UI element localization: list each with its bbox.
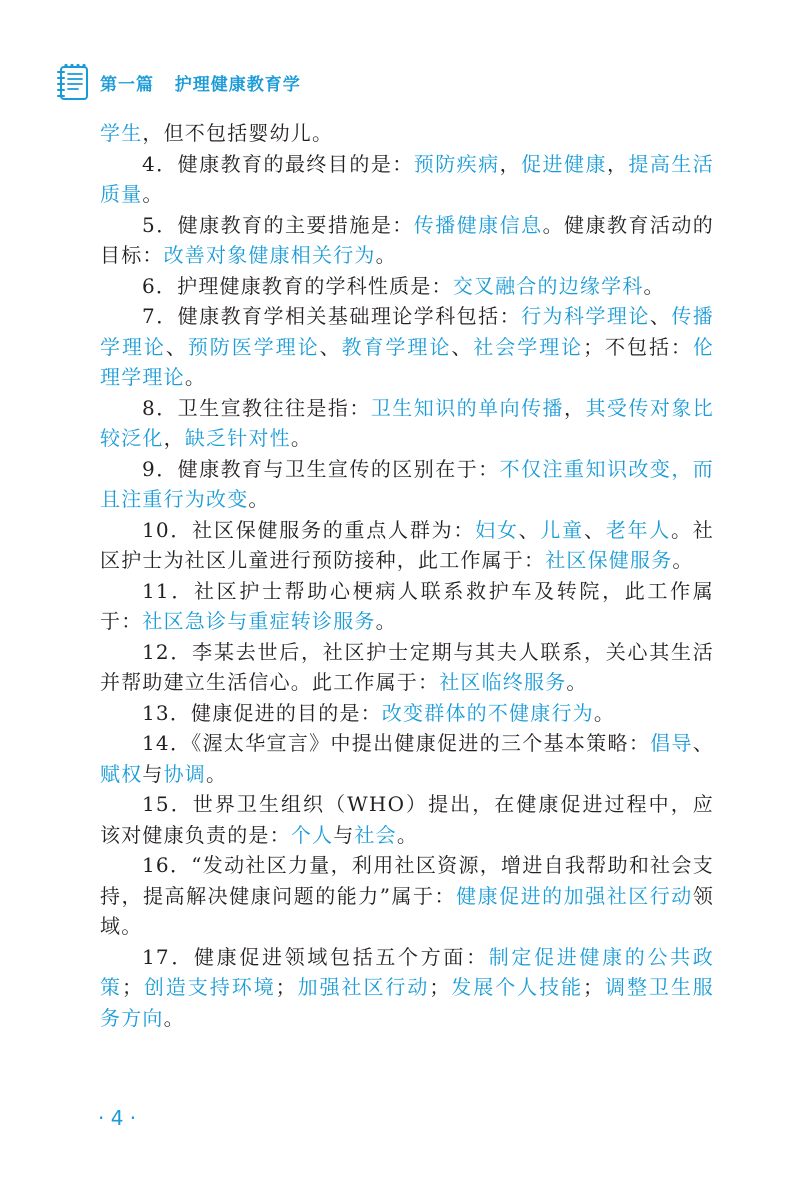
highlighted-answer: 儿童 <box>540 517 584 542</box>
paragraph <box>100 301 714 393</box>
text-segment: 11．社区护士帮助心梗病人联系救护车及转院，此工作属于： <box>100 578 714 633</box>
chapter-title: 第一篇 护理健康教育学 <box>100 74 301 95</box>
text-segment: 、 <box>165 334 188 359</box>
highlighted-answer: 预防疾病 <box>413 151 500 176</box>
text-segment: 7．健康教育学相关基础理论学科包括： <box>142 304 522 328</box>
text-segment: 。 <box>375 243 397 267</box>
paragraph <box>100 271 714 302</box>
highlighted-answer: 预防医学理论 <box>187 334 320 359</box>
highlighted-answer: 妇女 <box>475 517 519 542</box>
highlighted-answer: 协调 <box>163 761 207 786</box>
highlighted-answer: 健康促进的加强社区行动 <box>456 883 693 908</box>
text-segment: 。 <box>163 1005 185 1030</box>
text-segment: ， <box>564 395 586 420</box>
highlighted-answer: 制定促进健康的公共政策 <box>100 944 715 999</box>
text-segment: 8．卫生宣教往往是指： <box>142 395 371 420</box>
page-header <box>56 62 301 102</box>
highlighted-answer: 改善对象健康相关行为 <box>163 243 376 267</box>
text-segment: ； <box>121 975 144 999</box>
highlighted-answer: 传播健康信息 <box>413 212 543 237</box>
text-segment: ，但不包括婴幼儿。 <box>142 121 334 145</box>
text-segment: 。 <box>396 822 419 847</box>
page-number: · 4 · <box>98 1106 137 1130</box>
text-segment: ； <box>429 975 451 999</box>
text-segment: 、 <box>518 517 541 542</box>
highlighted-answer: 社区急诊与重症转诊服务 <box>142 609 376 633</box>
highlighted-answer: 不仅注重知识改变，而且注重行为改变 <box>100 456 715 511</box>
text-segment: 6．护理健康教育的学科性质是： <box>142 273 453 298</box>
text-segment: 。 <box>643 273 665 298</box>
text-segment: 。健康教育活动的目标： <box>100 212 715 267</box>
paragraph <box>100 393 714 454</box>
text-segment: 15．世界卫生组织（WHO）提出，在健康促进过程中，应该对健康负责的是： <box>100 792 714 847</box>
text-segment: 领域。 <box>100 883 715 938</box>
highlighted-answer: 缺乏针对性 <box>184 426 291 450</box>
paragraph <box>100 118 714 149</box>
text-segment: ， <box>606 151 629 176</box>
text-segment: 、 <box>319 334 342 359</box>
text-segment: 。 <box>248 487 270 511</box>
paragraph <box>100 576 714 637</box>
highlighted-answer: 老年人 <box>605 517 672 542</box>
text-segment: ， <box>499 151 522 176</box>
highlighted-answer: 其受传对象比较泛化 <box>100 395 714 450</box>
paragraph <box>100 850 714 942</box>
text-segment: 、 <box>692 731 715 755</box>
text-segment: 13．健康促进的目的是： <box>142 700 382 725</box>
paragraph <box>100 728 714 789</box>
highlighted-answer: 伦理学理论 <box>100 334 715 389</box>
highlighted-answer: 赋权 <box>100 761 143 786</box>
text-segment: 。 <box>593 700 616 725</box>
text-segment: 。 <box>672 548 694 572</box>
highlighted-answer: 加强社区行动 <box>296 975 430 999</box>
highlighted-answer: 个人 <box>290 822 334 847</box>
text-segment: 12．李某去世后，社区护士定期与其夫人联系，关心其生活并帮助建立生活信心。此工作属于： <box>100 639 714 694</box>
text-segment: 。 <box>142 182 164 206</box>
text-segment: 、 <box>451 334 474 359</box>
highlighted-answer: 提高生活质量 <box>100 151 714 206</box>
highlighted-answer: 调整卫生服务方向 <box>100 975 715 1030</box>
text-segment: ； <box>583 975 605 999</box>
paragraph <box>100 698 714 729</box>
text-segment: 、 <box>649 304 672 328</box>
paragraph <box>100 789 714 850</box>
text-segment: 。 <box>290 426 313 450</box>
paragraph <box>100 149 714 210</box>
paragraph <box>100 210 714 271</box>
text-segment: 。 <box>375 609 397 633</box>
paragraph <box>100 454 714 515</box>
text-segment: 4．健康教育的最终目的是： <box>142 151 414 176</box>
text-segment: ；不包括： <box>583 334 693 359</box>
highlighted-answer: 发展个人技能 <box>450 975 584 999</box>
paragraph <box>100 942 714 1034</box>
highlighted-answer: 交叉融合的边缘学科 <box>452 273 644 298</box>
text-segment: 14．《渥太华宣言》中提出健康促进的三个基本策略： <box>142 731 651 755</box>
text-segment: ； <box>275 975 297 999</box>
highlighted-answer: 创造支持环境 <box>143 975 276 999</box>
highlighted-answer: 卫生知识的单向传播 <box>370 395 564 420</box>
main-content <box>100 118 714 1033</box>
highlighted-answer: 社会学理论 <box>473 334 584 359</box>
text-segment: 。 <box>566 670 588 694</box>
text-segment: 10．社区保健服务的重点人群为： <box>142 517 476 542</box>
highlighted-answer: 改变群体的不健康行为 <box>381 700 594 725</box>
text-segment: 16．“发动社区力量，利用社区资源，增进自我帮助和社会支持，提高解决健康问题的能力”属于： <box>100 853 714 908</box>
text-segment: 。社区护士为社区儿童进行预防接种，此工作属于： <box>100 517 714 572</box>
highlighted-answer: 社区保健服务 <box>545 548 673 572</box>
highlighted-answer: 传播学理论 <box>100 304 715 359</box>
highlighted-answer: 促进健康 <box>521 151 607 176</box>
highlighted-answer: 行为科学理论 <box>521 304 650 328</box>
highlighted-answer: 教育学理论 <box>341 334 452 359</box>
highlighted-answer: 社区临终服务 <box>439 670 567 694</box>
highlighted-answer: 社会 <box>354 822 397 847</box>
highlighted-answer: 学生 <box>100 121 143 145</box>
text-segment: 、 <box>583 517 606 542</box>
text-segment: ， <box>163 426 185 450</box>
notebook-icon <box>56 63 90 101</box>
text-segment: 与 <box>333 822 355 847</box>
text-segment: 9．健康教育与卫生宣传的区别在于： <box>142 456 500 481</box>
text-segment: 5．健康教育的主要措施是： <box>142 212 414 237</box>
text-segment: 。 <box>206 761 228 786</box>
text-segment: 。 <box>184 365 207 389</box>
highlighted-answer: 倡导 <box>650 731 693 755</box>
text-segment: 17．健康促进领域包括五个方面： <box>142 944 489 969</box>
paragraph <box>100 637 714 698</box>
paragraph <box>100 515 714 576</box>
text-segment: 与 <box>142 761 164 786</box>
